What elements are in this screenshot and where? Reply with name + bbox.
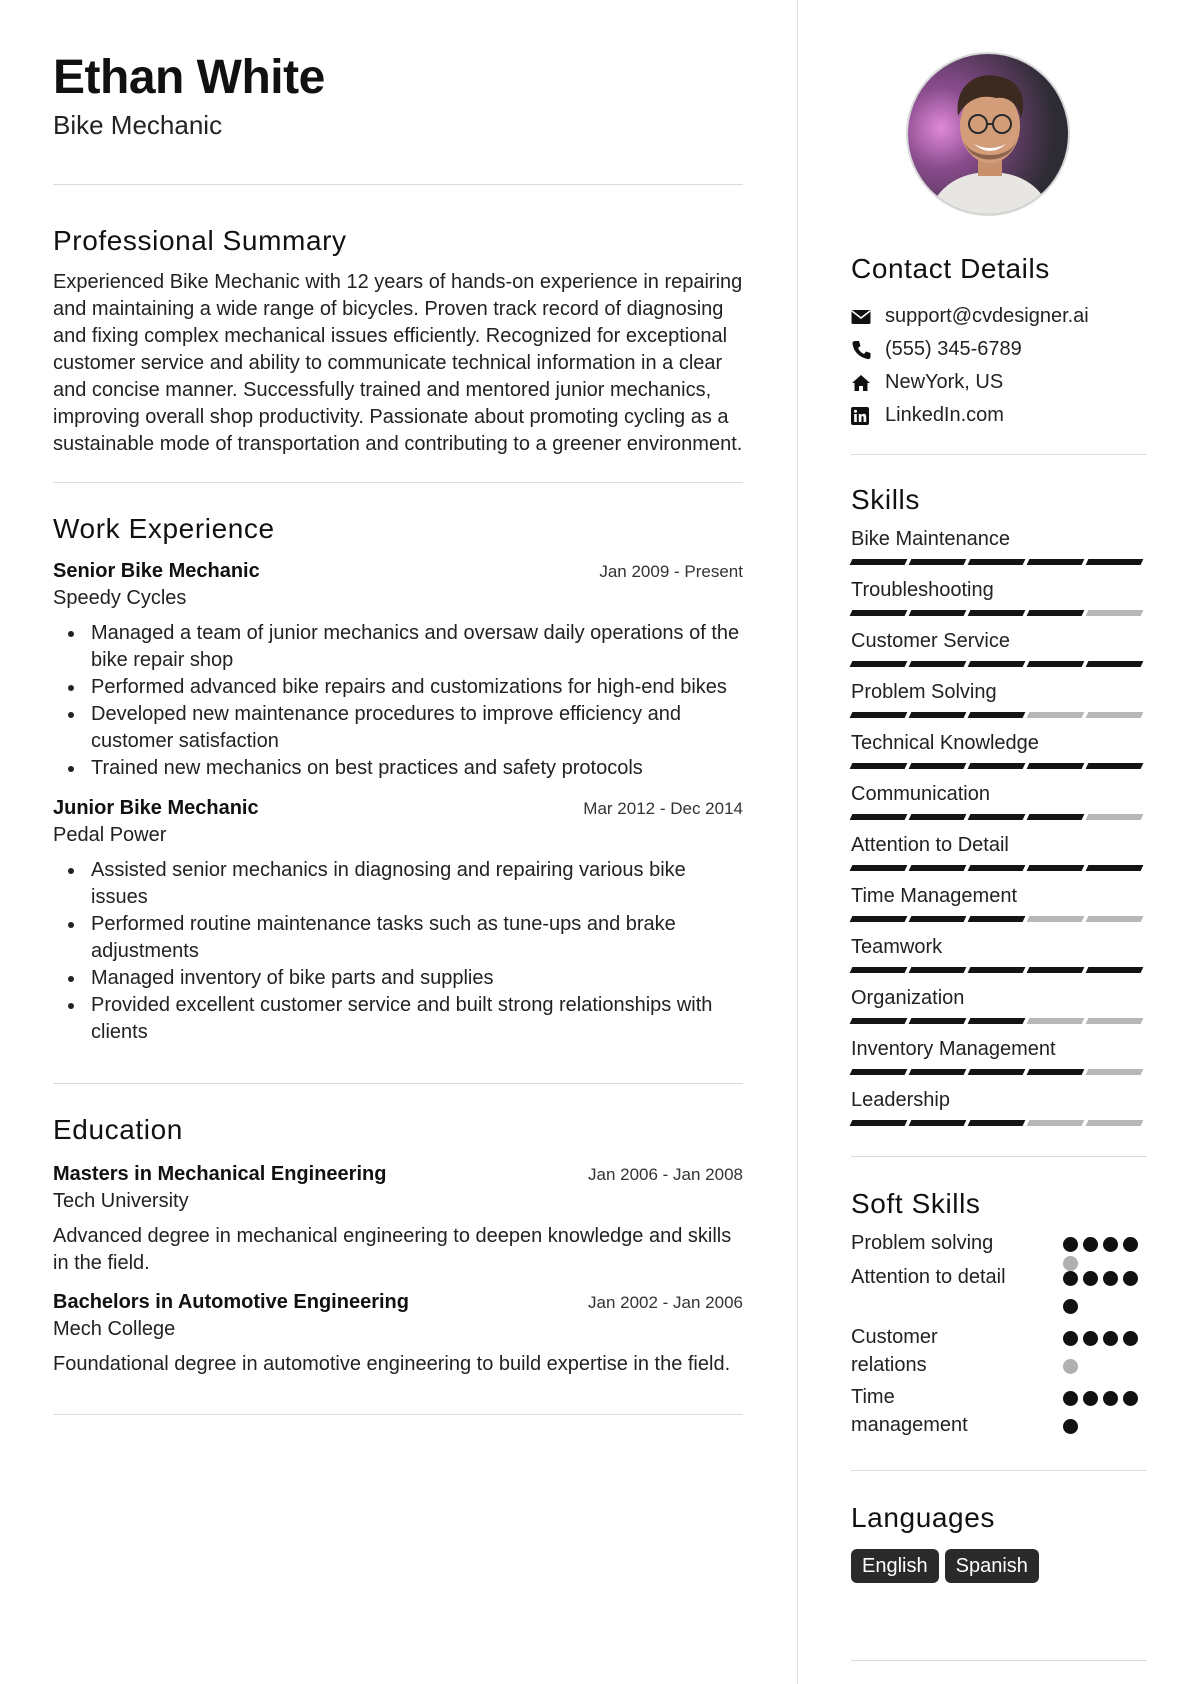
skill-segment-filled: [1027, 610, 1085, 616]
skill-segment-filled: [1027, 967, 1085, 973]
job-bullet: Managed inventory of bike parts and supplies: [53, 965, 743, 992]
candidate-name: Ethan White: [53, 51, 325, 104]
job-bullet: Provided excellent customer service and built strong relationships with clients: [53, 992, 743, 1046]
skill-segment-empty: [1027, 1120, 1085, 1126]
skill-segment-filled: [968, 814, 1026, 820]
soft-skill-item: [851, 1383, 1147, 1443]
job-bullet: Managed a team of junior mechanics and oversaw daily operations of the bike repair shop: [53, 620, 743, 674]
soft-skill-label: Time management: [851, 1386, 968, 1436]
rating-dot-filled: [1083, 1237, 1098, 1252]
skill-item: [851, 985, 1147, 1024]
skills-heading: Skills: [851, 484, 920, 515]
skill-segment-filled: [968, 1018, 1026, 1024]
job-bullet: Assisted senior mechanics in diagnosing and repairing various bike issues: [53, 857, 743, 911]
skill-segment-filled: [909, 865, 967, 871]
skill-level-bar: [851, 712, 1147, 718]
skill-item: [851, 1036, 1147, 1075]
skill-segment-empty: [1086, 1018, 1144, 1024]
job-company: Speedy Cycles: [53, 587, 187, 609]
skill-segment-filled: [909, 559, 967, 565]
skill-segment-filled: [850, 1069, 908, 1075]
skill-segment-filled: [909, 916, 967, 922]
skill-label: Teamwork: [851, 936, 943, 958]
skill-label: Attention to Detail: [851, 834, 1009, 856]
skill-segment-filled: [1086, 865, 1144, 871]
soft-skill-item: [851, 1323, 1147, 1383]
rating-dot-filled: [1123, 1237, 1138, 1252]
skill-level-bar: [851, 559, 1147, 565]
job-company: Pedal Power: [53, 824, 167, 846]
rating-dot-filled: [1103, 1331, 1118, 1346]
rating-dot-filled: [1123, 1271, 1138, 1286]
skill-label: Troubleshooting: [851, 579, 994, 601]
language-badge: English: [851, 1549, 939, 1583]
skill-item: [851, 934, 1147, 973]
skill-segment-filled: [968, 1069, 1026, 1075]
job-title: Senior Bike Mechanic: [53, 560, 260, 582]
skill-segment-filled: [1027, 814, 1085, 820]
rating-dot-filled: [1083, 1391, 1098, 1406]
soft-skills-heading: Soft Skills: [851, 1188, 981, 1219]
phone-icon: [851, 340, 885, 360]
skill-level-bar: [851, 865, 1147, 871]
skill-level-bar: [851, 967, 1147, 973]
skill-level-bar: [851, 1069, 1147, 1075]
skill-segment-filled: [968, 763, 1026, 769]
skill-segment-filled: [1086, 763, 1144, 769]
rating-dot-filled: [1063, 1237, 1078, 1252]
skill-segment-filled: [909, 967, 967, 973]
job-bullets: [53, 857, 743, 1046]
contact-linkedin[interactable]: [851, 399, 1147, 432]
contact-email[interactable]: [851, 300, 1147, 333]
skill-level-bar: [851, 814, 1147, 820]
rating-dot-filled: [1083, 1331, 1098, 1346]
skill-segment-filled: [1086, 661, 1144, 667]
job-entry: [53, 795, 743, 1046]
skill-item: [851, 883, 1147, 922]
job-bullet: Performed advanced bike repairs and customizations for high-end bikes: [53, 674, 743, 701]
soft-skills-divider: [851, 1470, 1147, 1471]
skill-segment-filled: [1027, 559, 1085, 565]
job-date: Mar 2012 - Dec 2014: [583, 799, 743, 818]
skill-segment-filled: [1027, 661, 1085, 667]
experience-heading: Work Experience: [53, 513, 275, 544]
skill-item: [851, 679, 1147, 718]
skill-segment-filled: [850, 916, 908, 922]
soft-skill-label: Attention to detail: [851, 1266, 1006, 1288]
skill-label: Time Management: [851, 885, 1017, 907]
rating-dot-empty: [1063, 1359, 1078, 1374]
contact-list: [851, 300, 1147, 432]
skill-item: [851, 526, 1147, 565]
education-heading: Education: [53, 1114, 183, 1145]
main-column: [53, 50, 743, 1415]
skill-segment-filled: [968, 967, 1026, 973]
skill-segment-filled: [850, 814, 908, 820]
skill-segment-filled: [850, 661, 908, 667]
skill-segment-empty: [1027, 712, 1085, 718]
language-badge: Spanish: [945, 1549, 1039, 1583]
languages-heading: Languages: [851, 1502, 995, 1533]
skill-label: Communication: [851, 783, 990, 805]
rating-dot-filled: [1123, 1391, 1138, 1406]
degree-title: Masters in Mechanical Engineering: [53, 1163, 387, 1185]
soft-skill-item: [851, 1229, 1147, 1263]
soft-skill-label: Customer relations: [851, 1326, 938, 1376]
rating-dot-filled: [1123, 1331, 1138, 1346]
skill-segment-filled: [850, 1120, 908, 1126]
contact-phone[interactable]: [851, 333, 1147, 366]
skill-segment-filled: [968, 661, 1026, 667]
rating-dot-filled: [1103, 1391, 1118, 1406]
skill-segment-filled: [1086, 559, 1144, 565]
skill-segment-filled: [909, 1018, 967, 1024]
skill-segment-filled: [850, 610, 908, 616]
skill-label: Inventory Management: [851, 1038, 1056, 1060]
skill-label: Leadership: [851, 1089, 950, 1111]
skill-item: [851, 628, 1147, 667]
home-icon: [851, 374, 885, 392]
skill-segment-empty: [1027, 1018, 1085, 1024]
skill-segment-filled: [1027, 763, 1085, 769]
rating-dot-filled: [1103, 1237, 1118, 1252]
experience-divider: [53, 1083, 743, 1084]
skill-segment-filled: [1027, 1069, 1085, 1075]
skills-list: [851, 526, 1147, 1126]
skill-segment-filled: [968, 712, 1026, 718]
degree-date: Jan 2006 - Jan 2008: [587, 1165, 743, 1184]
soft-skill-rating: [1063, 1229, 1147, 1263]
languages-list: [851, 1549, 1147, 1583]
skill-level-bar: [851, 610, 1147, 616]
skill-segment-filled: [850, 559, 908, 565]
degree-date: Jan 2002 - Jan 2006: [587, 1293, 743, 1312]
skill-segment-filled: [1027, 865, 1085, 871]
skill-label: Organization: [851, 987, 965, 1009]
skill-segment-filled: [968, 610, 1026, 616]
skill-level-bar: [851, 916, 1147, 922]
linkedin-icon: [851, 407, 885, 425]
skill-segment-filled: [850, 967, 908, 973]
degree-description: Advanced degree in mechanical engineering to deepen knowledge and skills in the field.: [53, 1225, 732, 1274]
contact-divider: [851, 454, 1147, 455]
skill-label: Problem Solving: [851, 681, 997, 703]
skill-segment-filled: [850, 712, 908, 718]
header-divider: [53, 184, 743, 185]
skill-item: [851, 1087, 1147, 1126]
skill-segment-empty: [1086, 1120, 1144, 1126]
skill-item: [851, 781, 1147, 820]
envelope-icon: [851, 309, 885, 325]
column-divider: [797, 0, 798, 1684]
rating-dot-filled: [1063, 1271, 1078, 1286]
skill-level-bar: [851, 1018, 1147, 1024]
skill-segment-empty: [1086, 814, 1144, 820]
skill-segment-filled: [909, 1069, 967, 1075]
skill-segment-empty: [1086, 712, 1144, 718]
skill-segment-filled: [968, 865, 1026, 871]
skill-level-bar: [851, 1120, 1147, 1126]
sidebar: [851, 50, 1147, 1661]
school-name: Mech College: [53, 1318, 176, 1340]
skill-segment-filled: [909, 814, 967, 820]
soft-skill-rating: [1063, 1323, 1147, 1383]
soft-skill-label: Problem solving: [851, 1232, 994, 1254]
skill-level-bar: [851, 661, 1147, 667]
soft-skills-list: [851, 1229, 1147, 1443]
degree-title: Bachelors in Automotive Engineering: [53, 1291, 409, 1313]
email-text: support@cvdesigner.ai: [885, 305, 1089, 327]
skill-segment-filled: [909, 763, 967, 769]
skill-item: [851, 577, 1147, 616]
skill-level-bar: [851, 763, 1147, 769]
languages-divider: [851, 1660, 1147, 1661]
skill-segment-filled: [968, 916, 1026, 922]
rating-dot-filled: [1063, 1299, 1078, 1314]
soft-skill-item: [851, 1263, 1147, 1323]
rating-dot-filled: [1063, 1419, 1078, 1434]
soft-skill-rating: [1063, 1263, 1147, 1323]
education-entry: [53, 1289, 743, 1378]
skill-segment-empty: [1086, 610, 1144, 616]
job-bullet: Performed routine maintenance tasks such as tune-ups and brake adjustments: [53, 911, 743, 965]
job-bullets: [53, 620, 743, 782]
skill-label: Customer Service: [851, 630, 1010, 652]
skill-item: [851, 832, 1147, 871]
summary-heading: Professional Summary: [53, 225, 347, 256]
skill-segment-filled: [1086, 967, 1144, 973]
summary-text: Experienced Bike Mechanic with 12 years of hands-on experience in repairing and maintaining a wide range of bicycles. Proven track record of diagnosing and fixing complex mechanical issues efficiently. Recognized for exceptional customer service and ability to communicate technical information in a clear and concise manner. Successfully trained and mentored junior mechanics, improving overall shop productivity. Passionate about promoting cycling as a sustainable mode of transportation and contributing to a greener environment.: [53, 271, 743, 455]
education-entry: [53, 1161, 743, 1277]
skill-segment-filled: [850, 1018, 908, 1024]
summary-divider: [53, 482, 743, 483]
location-text: NewYork, US: [885, 371, 1004, 393]
skill-segment-filled: [850, 865, 908, 871]
skill-item: [851, 730, 1147, 769]
skill-segment-empty: [1027, 916, 1085, 922]
rating-dot-filled: [1063, 1391, 1078, 1406]
contact-location: [851, 366, 1147, 399]
job-bullet: Developed new maintenance procedures to improve efficiency and customer satisfaction: [53, 701, 743, 755]
skill-label: Bike Maintenance: [851, 528, 1010, 550]
rating-dot-filled: [1063, 1331, 1078, 1346]
skill-segment-filled: [909, 1120, 967, 1126]
linkedin-text: LinkedIn.com: [885, 404, 1004, 426]
skills-divider: [851, 1156, 1147, 1157]
phone-text: (555) 345-6789: [885, 338, 1022, 360]
rating-dot-filled: [1103, 1271, 1118, 1286]
skill-segment-empty: [1086, 916, 1144, 922]
job-date: Jan 2009 - Present: [599, 562, 743, 581]
soft-skill-rating: [1063, 1383, 1147, 1443]
skill-segment-filled: [850, 763, 908, 769]
skill-segment-empty: [1086, 1069, 1144, 1075]
school-name: Tech University: [53, 1190, 189, 1212]
rating-dot-filled: [1083, 1271, 1098, 1286]
contact-heading: Contact Details: [851, 253, 1050, 284]
skill-label: Technical Knowledge: [851, 732, 1039, 754]
skill-segment-filled: [909, 610, 967, 616]
job-title: Junior Bike Mechanic: [53, 797, 259, 819]
candidate-title: Bike Mechanic: [53, 110, 223, 140]
skill-segment-filled: [909, 661, 967, 667]
job-entry: [53, 558, 743, 782]
education-divider: [53, 1414, 743, 1415]
degree-description: Foundational degree in automotive engineering to build expertise in the field.: [53, 1353, 731, 1375]
skill-segment-filled: [909, 712, 967, 718]
skill-segment-filled: [968, 559, 1026, 565]
skill-segment-filled: [968, 1120, 1026, 1126]
job-bullet: Trained new mechanics on best practices and safety protocols: [53, 755, 743, 782]
